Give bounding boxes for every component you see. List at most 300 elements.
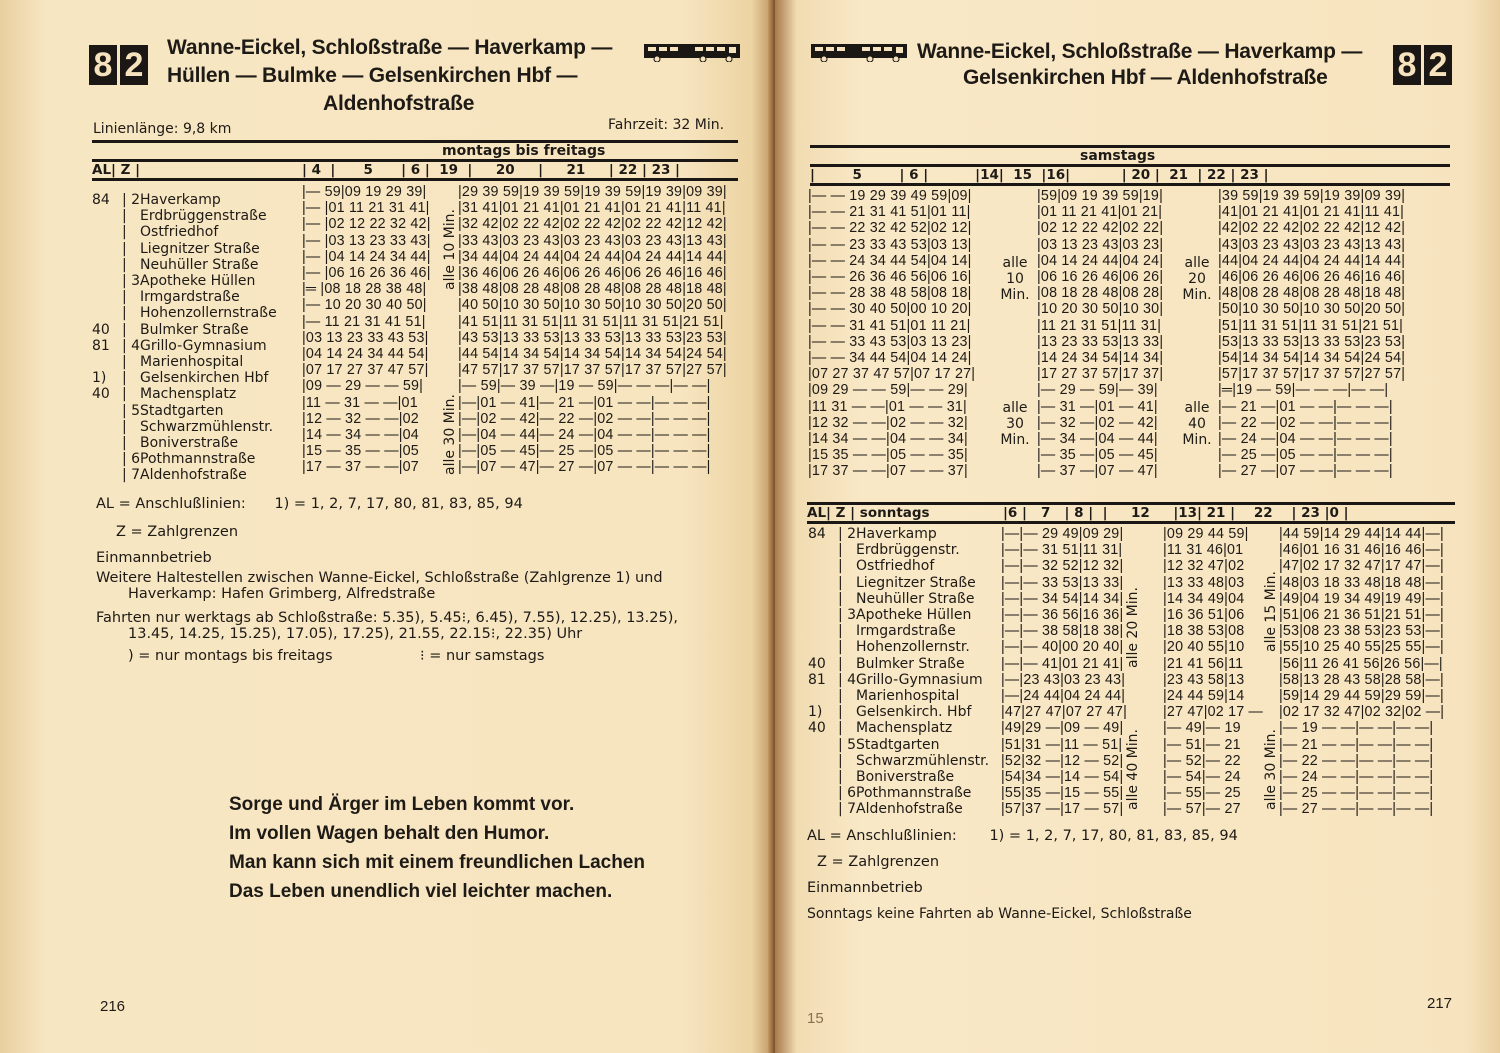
departure-times-row: |09 29 — — 59|— — 29| bbox=[808, 382, 968, 399]
sunday-times-c bbox=[1279, 526, 1444, 818]
fare-zone: | bbox=[122, 224, 132, 241]
fare-zone: | bbox=[122, 208, 132, 225]
fare-zone: | 7 bbox=[122, 467, 141, 484]
stop-name: Irmgardstraße bbox=[140, 289, 240, 306]
departure-times-row: |— — 24 34 44 54|04 14| bbox=[808, 252, 972, 269]
interval-text: Min. bbox=[1182, 432, 1212, 448]
departure-times-row: |24 44 59|14 bbox=[1163, 688, 1245, 705]
departure-times-row: |—|23 43|03 23 43| bbox=[1001, 671, 1126, 688]
stop-name: Bulmker Straße bbox=[140, 321, 249, 338]
departure-times-row: |—|07 — 47|— 27 —|07 — —|— — —| bbox=[458, 459, 711, 476]
stop-row bbox=[92, 403, 307, 419]
departure-times-row: |56|11 26 41 56|26 56|—| bbox=[1279, 655, 1443, 672]
poem-line: Im vollen Wagen behalt den Humor. bbox=[229, 823, 550, 844]
departure-times-row: |13 33 48|03 bbox=[1163, 574, 1245, 591]
departure-times-row: |02 12 22 42|02 22| bbox=[1037, 220, 1164, 237]
departure-times-row: |—|— 29 49|09 29| bbox=[1001, 526, 1124, 542]
times-early bbox=[302, 184, 431, 476]
departure-times-row: |— |01 11 21 31 41| bbox=[302, 200, 430, 217]
departure-times-row: |— 31 —|01 — 41| bbox=[1037, 398, 1158, 415]
departure-times-row: |11 21 31 51|11 31| bbox=[1037, 317, 1162, 334]
legend-al bbox=[96, 496, 523, 513]
departure-times-row: |41 51|11 31 51|11 31 51|11 31 51|21 51| bbox=[458, 313, 724, 330]
departure-times-row: |—|02 — 42|— 22 —|02 — —|— — —| bbox=[458, 410, 711, 427]
fare-zone: | bbox=[122, 256, 132, 273]
sunday-note: Sonntags keine Fahrten ab Wanne-Eickel, Schloßstraße bbox=[807, 906, 1192, 922]
stop-row bbox=[808, 785, 1008, 801]
departure-times-row: |11 31 46|01 bbox=[1163, 542, 1244, 559]
route-title-line-3: Aldenhofstraße bbox=[323, 92, 475, 115]
departure-times-row: |44 54|14 34 54|14 34 54|14 34 54|24 54| bbox=[458, 346, 727, 363]
stop-name: Gelsenkirch. Hbf bbox=[856, 704, 972, 721]
saturday-hour-header bbox=[810, 167, 1450, 186]
departure-times-row: |58|13 28 43 58|28 58|—| bbox=[1279, 671, 1444, 688]
departure-times-row: |14 34 49|04 bbox=[1163, 590, 1245, 607]
departure-times-row: |39 59|19 39 59|19 39|09 39| bbox=[1218, 188, 1406, 204]
hour-columns: | 4 | 5 | 6 | 19 | 20 | 21 | 22 | 23 | bbox=[302, 162, 680, 178]
bus-icon bbox=[810, 42, 908, 62]
departure-times-row: |— — 34 44 54|04 14 24| bbox=[808, 350, 972, 367]
saturday-times-c bbox=[1218, 188, 1405, 480]
departure-times-row: |— 22 — —|— —|— —| bbox=[1279, 752, 1434, 769]
hour-header bbox=[92, 162, 738, 181]
departure-times-row: |54|14 34 54|14 34 54|24 54| bbox=[1218, 350, 1406, 367]
legend-z: Z = Zahlgrenzen bbox=[817, 854, 940, 870]
stop-name: Hohenzollernstraße bbox=[140, 305, 277, 322]
stop-name: Grillo-Gymnasium bbox=[140, 337, 267, 354]
departure-times-row: |— 34 —|04 — 44| bbox=[1037, 431, 1158, 448]
line-digit: 2 bbox=[1424, 45, 1452, 85]
bus-icon bbox=[643, 42, 741, 62]
departure-times-row: |41|01 21 41|01 21 41|11 41| bbox=[1218, 204, 1405, 221]
departure-times-row: |38 48|08 28 48|08 28 48|08 28 48|18 48| bbox=[458, 281, 727, 298]
sunday-hour-columns: |6 | 7 | 8 | | 12 |13| 21 | 22 | 23 |0 | bbox=[1003, 505, 1349, 521]
stop-row bbox=[92, 273, 307, 289]
connection-lines: 1) bbox=[808, 704, 823, 721]
stop-row bbox=[808, 526, 1008, 542]
stop-name: Schwarzmühlenstr. bbox=[140, 418, 274, 435]
interval-text: alle bbox=[1184, 255, 1210, 271]
departure-times-row: |47|27 47|07 27 47| bbox=[1001, 704, 1127, 721]
departure-times-row: |14 — 34 — —|04 bbox=[302, 427, 419, 444]
departure-times-row: |34 44|04 24 44|04 24 44|04 24 44|14 44| bbox=[458, 248, 727, 265]
sunday-times-a bbox=[1001, 526, 1127, 818]
fare-zone: | bbox=[838, 639, 848, 656]
departure-times-row: |15 — 35 — —|05 bbox=[302, 443, 419, 460]
departure-times-row: |27 47|02 17 — bbox=[1163, 704, 1264, 721]
fare-zone: | bbox=[122, 321, 132, 338]
departure-times-row: |14 34 — —|04 — — 34| bbox=[808, 431, 968, 448]
saturday-hour-columns: | 5 | 6 | |14| 15 |16| | 20 | 21 | 22 | 23 | bbox=[810, 167, 1269, 183]
departure-times-row: |46|06 26 46|06 26 46|16 46| bbox=[1218, 269, 1406, 286]
departure-times-row: |07 27 37 47 57|07 17 27| bbox=[808, 366, 976, 383]
departure-times-row: |49|29 —|09 — 49| bbox=[1001, 720, 1124, 737]
legend-z: Z = Zahlgrenzen bbox=[116, 524, 239, 540]
saturday-header bbox=[810, 145, 1450, 167]
departure-times-row: |31 41|01 21 41|01 21 41|01 21 41|11 41| bbox=[458, 200, 726, 217]
stop-row bbox=[808, 639, 1008, 655]
departure-times-row: |— |03 13 23 33 43| bbox=[302, 232, 431, 249]
stop-name: Ostfriedhof bbox=[856, 558, 935, 575]
stop-row bbox=[92, 208, 307, 224]
departure-times-row: |09 29 44 59| bbox=[1163, 526, 1249, 542]
departure-times-row: |53|08 23 38 53|23 53|—| bbox=[1279, 623, 1444, 640]
interval-text: 40 bbox=[1188, 416, 1206, 432]
departure-times-row: |—|05 — 45|— 25 —|05 — —|— — —| bbox=[458, 443, 711, 460]
stop-name: Liegnitzer Straße bbox=[856, 574, 976, 591]
saturday-times-a bbox=[808, 188, 975, 480]
page-number-left: 216 bbox=[100, 998, 126, 1015]
sunday-stop-list bbox=[808, 526, 1008, 818]
stop-row bbox=[808, 753, 1008, 769]
interval-text: 10 bbox=[1006, 271, 1024, 287]
stop-row bbox=[808, 688, 1008, 704]
further-stops-2: Haverkamp: Hafen Grimberg, Alfredstraße bbox=[128, 586, 436, 602]
stop-row bbox=[92, 289, 307, 305]
departure-times-row: |48|08 28 48|08 28 48|18 48| bbox=[1218, 285, 1406, 302]
connection-lines: 84 bbox=[808, 526, 826, 542]
departure-times-row: |—|— 40|00 20 40| bbox=[1001, 639, 1124, 656]
departure-times-row: |— 21 — —|— —|— —| bbox=[1279, 736, 1434, 753]
stop-name: Bulmker Straße bbox=[856, 655, 965, 672]
interval-sun-30-min: alle 30 Min. bbox=[1263, 729, 1279, 810]
departure-times-row: |— 27 —|07 — —|— — —| bbox=[1218, 463, 1393, 480]
departure-times-row: |— 59|09 19 29 39| bbox=[302, 184, 427, 200]
departure-times-row: |36 46|06 26 46|06 26 46|06 26 46|16 46| bbox=[458, 265, 727, 282]
departure-times-row: |29 39 59|19 39 59|19 39 59|19 39|09 39| bbox=[458, 184, 727, 200]
departure-times-row: |04 14 24 44|04 24| bbox=[1037, 252, 1164, 269]
departure-times-row: |—|04 — 44|— 24 —|04 — —|— — —| bbox=[458, 427, 711, 444]
travel-time: Fahrzeit: 32 Min. bbox=[608, 117, 725, 133]
departure-times-row: |43 53|13 33 53|13 33 53|13 33 53|23 53| bbox=[458, 329, 727, 346]
connection-lines: 40 bbox=[808, 720, 826, 737]
stop-name: Erdbrüggenstraße bbox=[140, 208, 267, 225]
departure-times-row: |23 43 58|13 bbox=[1163, 671, 1245, 688]
page-number-right: 217 bbox=[1427, 995, 1453, 1012]
line-digit: 8 bbox=[1393, 45, 1421, 85]
footnote-saturday: ⁝ = nur samstags bbox=[420, 648, 545, 664]
departure-times-row: |—|— 31 51|11 31| bbox=[1001, 542, 1123, 559]
stop-name: Irmgardstraße bbox=[856, 623, 956, 640]
stop-list bbox=[92, 192, 307, 484]
fare-zone: | bbox=[838, 769, 848, 786]
stop-name: Aldenhofstraße bbox=[140, 467, 247, 484]
stop-name: Apotheke Hüllen bbox=[140, 273, 256, 290]
fare-zone: | bbox=[122, 289, 132, 306]
departure-times-row: |02 17 32 47|02 32|02 —| bbox=[1279, 704, 1445, 721]
route-title-line-1: Wanne-Eickel, Schloßstraße — Haverkamp — bbox=[167, 36, 613, 59]
stop-row bbox=[92, 370, 307, 386]
departure-times-row: |59|09 19 39 59|19| bbox=[1037, 188, 1163, 204]
interval-10-min: alle 10 Min. bbox=[442, 209, 458, 290]
departure-times-row: |59|14 29 44 59|29 59|—| bbox=[1279, 688, 1444, 705]
fare-zone: | 5 bbox=[838, 736, 857, 753]
departure-times-row: |— 57|— 27 bbox=[1163, 801, 1241, 818]
one-man-operation: Einmannbetrieb bbox=[807, 880, 923, 896]
poem-line: Man kann sich mit einem freundlichen Lachen bbox=[229, 852, 645, 873]
departure-times-row: |21 41 56|11 bbox=[1163, 655, 1244, 672]
gutter-number: 15 bbox=[807, 1010, 824, 1027]
stop-name: Ostfriedhof bbox=[140, 224, 219, 241]
fare-zone: | 4 bbox=[838, 671, 857, 688]
extra-trips-2: 13.45, 14.25, 15.25), 17.05), 17.25), 21.55, 22.15⁝, 22.35) Uhr bbox=[128, 626, 583, 642]
departure-times-row: |— 35 —|05 — 45| bbox=[1037, 447, 1158, 464]
departure-times-row: |46|01 16 31 46|16 46|—| bbox=[1279, 542, 1444, 559]
departure-times-row: |— 59|— 39 —|19 — 59|— — —|— —| bbox=[458, 378, 711, 395]
departure-times-row: |43|03 23 43|03 23 43|13 43| bbox=[1218, 236, 1406, 253]
line-number-badge bbox=[89, 45, 148, 85]
departure-times-row: |— — 31 41 51|01 11 21| bbox=[808, 317, 971, 334]
connection-lines: 40 bbox=[92, 321, 110, 338]
fare-zone: | 2 bbox=[122, 192, 141, 208]
line-number-badge bbox=[1393, 45, 1452, 85]
fare-zone: | bbox=[838, 752, 848, 769]
footnote-weekdays: ) = nur montags bis freitags bbox=[128, 648, 333, 664]
fare-zone: | bbox=[838, 542, 848, 559]
departure-times-row: |48|03 18 33 48|18 48|—| bbox=[1279, 574, 1444, 591]
departure-times-row: |17 27 37 57|17 37| bbox=[1037, 366, 1164, 383]
departure-times-row: |—|24 44|04 24 44| bbox=[1001, 688, 1126, 705]
connection-lines: 1) bbox=[92, 370, 107, 387]
right-page bbox=[775, 0, 1500, 1053]
departure-times-row: |09 — 29 — — 59| bbox=[302, 378, 424, 395]
departure-times-row: |32 42|02 22 42|02 22 42|02 22 42|12 42| bbox=[458, 216, 727, 233]
departure-times-row: |—|— 34 54|14 34| bbox=[1001, 590, 1124, 607]
connection-lines: 81 bbox=[808, 671, 826, 688]
departure-times-row: |═ |08 18 28 38 48| bbox=[302, 281, 427, 298]
fare-zone: | 3 bbox=[838, 607, 857, 624]
departure-times-row: |— |04 14 24 34 44| bbox=[302, 248, 431, 265]
departure-times-row: |51|31 —|11 — 51| bbox=[1001, 736, 1123, 753]
stop-row bbox=[92, 322, 307, 338]
stop-name: Neuhüller Straße bbox=[856, 590, 975, 607]
stop-row bbox=[808, 591, 1008, 607]
fare-zone: | bbox=[122, 418, 132, 435]
departure-times-row: |— 24 —|04 — —|— — —| bbox=[1218, 431, 1393, 448]
departure-times-row: |— 10 20 30 40 50| bbox=[302, 297, 427, 314]
fare-zone: | 6 bbox=[122, 451, 141, 468]
stop-row bbox=[92, 257, 307, 273]
fare-zone: | bbox=[122, 240, 132, 257]
stop-row bbox=[92, 419, 307, 435]
departure-times-row: |— — 21 31 41 51|01 11| bbox=[808, 204, 971, 221]
departure-times-row: |53|13 33 53|13 33 53|23 53| bbox=[1218, 333, 1406, 350]
departure-times-row: |12 — 32 — —|02 bbox=[302, 410, 419, 427]
fare-zone: | 4 bbox=[122, 337, 141, 354]
departure-times-row: |52|32 —|12 — 52| bbox=[1001, 752, 1124, 769]
schedule-label: montags bis freitags bbox=[442, 143, 606, 159]
departure-times-row: |44 59|14 29 44|14 44|—| bbox=[1279, 526, 1444, 542]
fare-zone: | bbox=[838, 720, 848, 737]
departure-times-row: |07 17 27 37 47 57| bbox=[302, 362, 429, 379]
departure-times-row: |12 32 47|02 bbox=[1163, 558, 1245, 575]
fare-zone: | bbox=[838, 704, 848, 721]
times-late bbox=[458, 184, 727, 476]
stop-row bbox=[808, 737, 1008, 753]
interval-sun-20-min: alle 20 Min. bbox=[1125, 587, 1141, 668]
stop-name: Stadtgarten bbox=[140, 402, 224, 419]
interval-sat-20-min bbox=[1177, 255, 1217, 303]
line-digit: 8 bbox=[89, 45, 117, 85]
stop-name: Haverkamp bbox=[140, 192, 221, 208]
fare-zone: | bbox=[122, 370, 132, 387]
legend-al-value: 1) = 1, 2, 7, 17, 80, 81, 83, 85, 94 bbox=[274, 496, 523, 512]
departure-times-row: |33 43|03 23 43|03 23 43|03 23 43|13 43| bbox=[458, 232, 727, 249]
departure-times-row: |— 51|— 21 bbox=[1163, 736, 1241, 753]
connection-lines: 40 bbox=[808, 655, 826, 672]
interval-text: alle bbox=[1002, 255, 1028, 271]
fare-zone: | bbox=[122, 386, 132, 403]
interval-text: alle bbox=[1002, 400, 1028, 416]
stop-name: Boniverstraße bbox=[856, 769, 955, 786]
fare-zone: | bbox=[838, 574, 848, 591]
line-length: Linienlänge: 9,8 km bbox=[93, 121, 232, 137]
departure-times-row: |04 14 24 34 44 54| bbox=[302, 346, 429, 363]
interval-text: 20 bbox=[1188, 271, 1206, 287]
poem-line: Sorge und Ärger im Leben kommt vor. bbox=[229, 794, 575, 815]
departure-times-row: |17 — 37 — —|07 bbox=[302, 459, 419, 476]
legend-al-value: 1) = 1, 2, 7, 17, 80, 81, 83, 85, 94 bbox=[989, 828, 1238, 844]
departure-times-row: |51|11 31 51|11 31 51|21 51| bbox=[1218, 317, 1404, 334]
departure-times-row: |— |02 12 22 32 42| bbox=[302, 216, 431, 233]
departure-times-row: |16 36 51|06 bbox=[1163, 607, 1245, 624]
departure-times-row: |— 52|— 22 bbox=[1163, 752, 1241, 769]
departure-times-row: |— 54|— 24 bbox=[1163, 769, 1241, 786]
fare-zone: | 2 bbox=[838, 526, 857, 542]
departure-times-row: |42|02 22 42|02 22 42|12 42| bbox=[1218, 220, 1406, 237]
connection-lines: 81 bbox=[92, 337, 110, 354]
departure-times-row: |57|17 37 57|17 37 57|27 57| bbox=[1218, 366, 1406, 383]
departure-times-row: |—|— 41|01 21 41| bbox=[1001, 655, 1124, 672]
departure-times-row: |— 11 21 31 41 51| bbox=[302, 313, 426, 330]
departure-times-row: |— 22 —|02 — —|— — —| bbox=[1218, 414, 1393, 431]
one-man-operation: Einmannbetrieb bbox=[96, 550, 212, 566]
fare-zone: | bbox=[122, 305, 132, 322]
stop-name: Pothmannstraße bbox=[856, 785, 972, 802]
departure-times-row: |12 32 — —|02 — — 32| bbox=[808, 414, 968, 431]
departure-times-row: |— 27 — —|— —|— —| bbox=[1279, 801, 1434, 818]
stop-row bbox=[92, 386, 307, 402]
departure-times-row: |— — 22 32 42 52|02 12| bbox=[808, 220, 972, 237]
stop-name: Liegnitzer Straße bbox=[140, 240, 260, 257]
interval-sun-40-min: alle 40 Min. bbox=[1125, 729, 1141, 810]
interval-text: 30 bbox=[1006, 416, 1024, 432]
stop-row bbox=[808, 558, 1008, 574]
departure-times-row: |57|37 —|17 — 57| bbox=[1001, 801, 1124, 818]
fare-zone: | 5 bbox=[122, 402, 141, 419]
departure-times-row: |03 13 23 43|03 23| bbox=[1037, 236, 1164, 253]
stop-name: Machensplatz bbox=[140, 386, 237, 403]
stop-row bbox=[92, 451, 307, 467]
fare-zone: | 3 bbox=[122, 273, 141, 290]
poem bbox=[229, 790, 645, 906]
departure-times-row: |— 25 — —|— —|— —| bbox=[1279, 785, 1434, 802]
stop-row bbox=[92, 224, 307, 240]
departure-times-row: |— 19 — —|— —|— —| bbox=[1279, 720, 1434, 737]
sunday-label: AL| Z | sonntags bbox=[807, 505, 930, 521]
stop-name: Gelsenkirchen Hbf bbox=[140, 370, 269, 387]
departure-times-row: |— 55|— 25 bbox=[1163, 785, 1241, 802]
interval-text: Min. bbox=[1000, 287, 1030, 303]
departure-times-row: |— — 26 36 46 56|06 16| bbox=[808, 269, 972, 286]
departure-times-row: |15 35 — —|05 — — 35| bbox=[808, 447, 968, 464]
departure-times-row: |08 18 28 48|08 28| bbox=[1037, 285, 1164, 302]
stop-name: Erdbrüggenstr. bbox=[856, 542, 960, 559]
departure-times-row: |—|— 36 56|16 36| bbox=[1001, 607, 1124, 624]
departure-times-row: |— |06 16 26 36 46| bbox=[302, 265, 431, 282]
interval-text: Min. bbox=[1182, 287, 1212, 303]
stop-row bbox=[808, 720, 1008, 736]
stop-row bbox=[808, 623, 1008, 639]
stop-row bbox=[92, 305, 307, 321]
route-title-line-2: Gelsenkirchen Hbf — Aldenhofstraße bbox=[963, 66, 1328, 89]
departure-times-row: |— 32 —|02 — 42| bbox=[1037, 414, 1158, 431]
fare-zone: | bbox=[838, 688, 848, 705]
departure-times-row: |—|01 — 41|— 21 —|01 — —|— — —| bbox=[458, 394, 711, 411]
departure-times-row: |— — 19 29 39 49 59|09| bbox=[808, 188, 972, 204]
interval-sat-40-min bbox=[1177, 400, 1217, 448]
departure-times-row: |55|35 —|15 — 55| bbox=[1001, 785, 1124, 802]
stop-row bbox=[808, 769, 1008, 785]
departure-times-row: |— — 33 43 53|03 13 23| bbox=[808, 333, 972, 350]
departure-times-row: |11 — 31 — —|01 bbox=[302, 394, 418, 411]
departure-times-row: |— 37 —|07 — 47| bbox=[1037, 463, 1158, 480]
interval-sun-15-min: alle 15 Min. bbox=[1263, 571, 1279, 652]
departure-times-row: |40 50|10 30 50|10 30 50|10 30 50|20 50| bbox=[458, 297, 727, 314]
interval-30-min: alle 30 Min. bbox=[442, 394, 458, 475]
saturday-label: samstags bbox=[1080, 148, 1156, 164]
fare-zone: | 7 bbox=[838, 801, 857, 818]
stop-row bbox=[92, 354, 307, 370]
route-title-line-2: Hüllen — Bulmke — Gelsenkirchen Hbf — bbox=[167, 64, 578, 87]
departure-times-row: |20 40 55|10 bbox=[1163, 639, 1245, 656]
departure-times-row: |— 24 — —|— —|— —| bbox=[1279, 769, 1434, 786]
departure-times-row: |═|19 — 59|— — —|— —| bbox=[1218, 382, 1389, 399]
fare-zone: | bbox=[838, 623, 848, 640]
stop-name: Stadtgarten bbox=[856, 736, 940, 753]
stop-row bbox=[92, 338, 307, 354]
departure-times-row: |03 13 23 33 43 53| bbox=[302, 329, 429, 346]
fare-zone: | bbox=[838, 590, 848, 607]
departure-times-row: |— — 23 33 43 53|03 13| bbox=[808, 236, 972, 253]
stop-name: Haverkamp bbox=[856, 526, 937, 542]
departure-times-row: |18 38 53|08 bbox=[1163, 623, 1245, 640]
stop-name: Machensplatz bbox=[856, 720, 953, 737]
departure-times-row: |54|34 —|14 — 54| bbox=[1001, 769, 1124, 786]
fare-zone: | bbox=[122, 435, 132, 452]
departure-times-row: |47 57|17 37 57|17 37 57|17 37 57|27 57| bbox=[458, 362, 727, 379]
departure-times-row: |47|02 17 32 47|17 47|—| bbox=[1279, 558, 1444, 575]
fare-zone: | bbox=[838, 558, 848, 575]
departure-times-row: |13 23 33 53|13 33| bbox=[1037, 333, 1164, 350]
stop-row bbox=[92, 192, 307, 208]
departure-times-row: |—|— 33 53|13 33| bbox=[1001, 574, 1124, 591]
departure-times-row: |51|06 21 36 51|21 51|—| bbox=[1279, 607, 1444, 624]
stop-row bbox=[808, 704, 1008, 720]
saturday-times-b bbox=[1037, 188, 1163, 480]
departure-times-row: |06 16 26 46|06 26| bbox=[1037, 269, 1164, 286]
interval-text: Min. bbox=[1000, 432, 1030, 448]
interval-sat-30-min bbox=[995, 400, 1035, 448]
fare-zone: | bbox=[122, 354, 132, 371]
stop-name: Marienhospital bbox=[856, 688, 960, 705]
departure-times-row: |01 11 21 41|01 21| bbox=[1037, 204, 1163, 221]
further-stops-1: Weitere Haltestellen zwischen Wanne-Eickel, Schloßstraße (Zahlgrenze 1) und bbox=[96, 570, 663, 586]
stop-row bbox=[92, 241, 307, 257]
fare-zone: | bbox=[838, 655, 848, 672]
stop-name: Grillo-Gymnasium bbox=[856, 671, 983, 688]
stop-row bbox=[808, 801, 1008, 817]
